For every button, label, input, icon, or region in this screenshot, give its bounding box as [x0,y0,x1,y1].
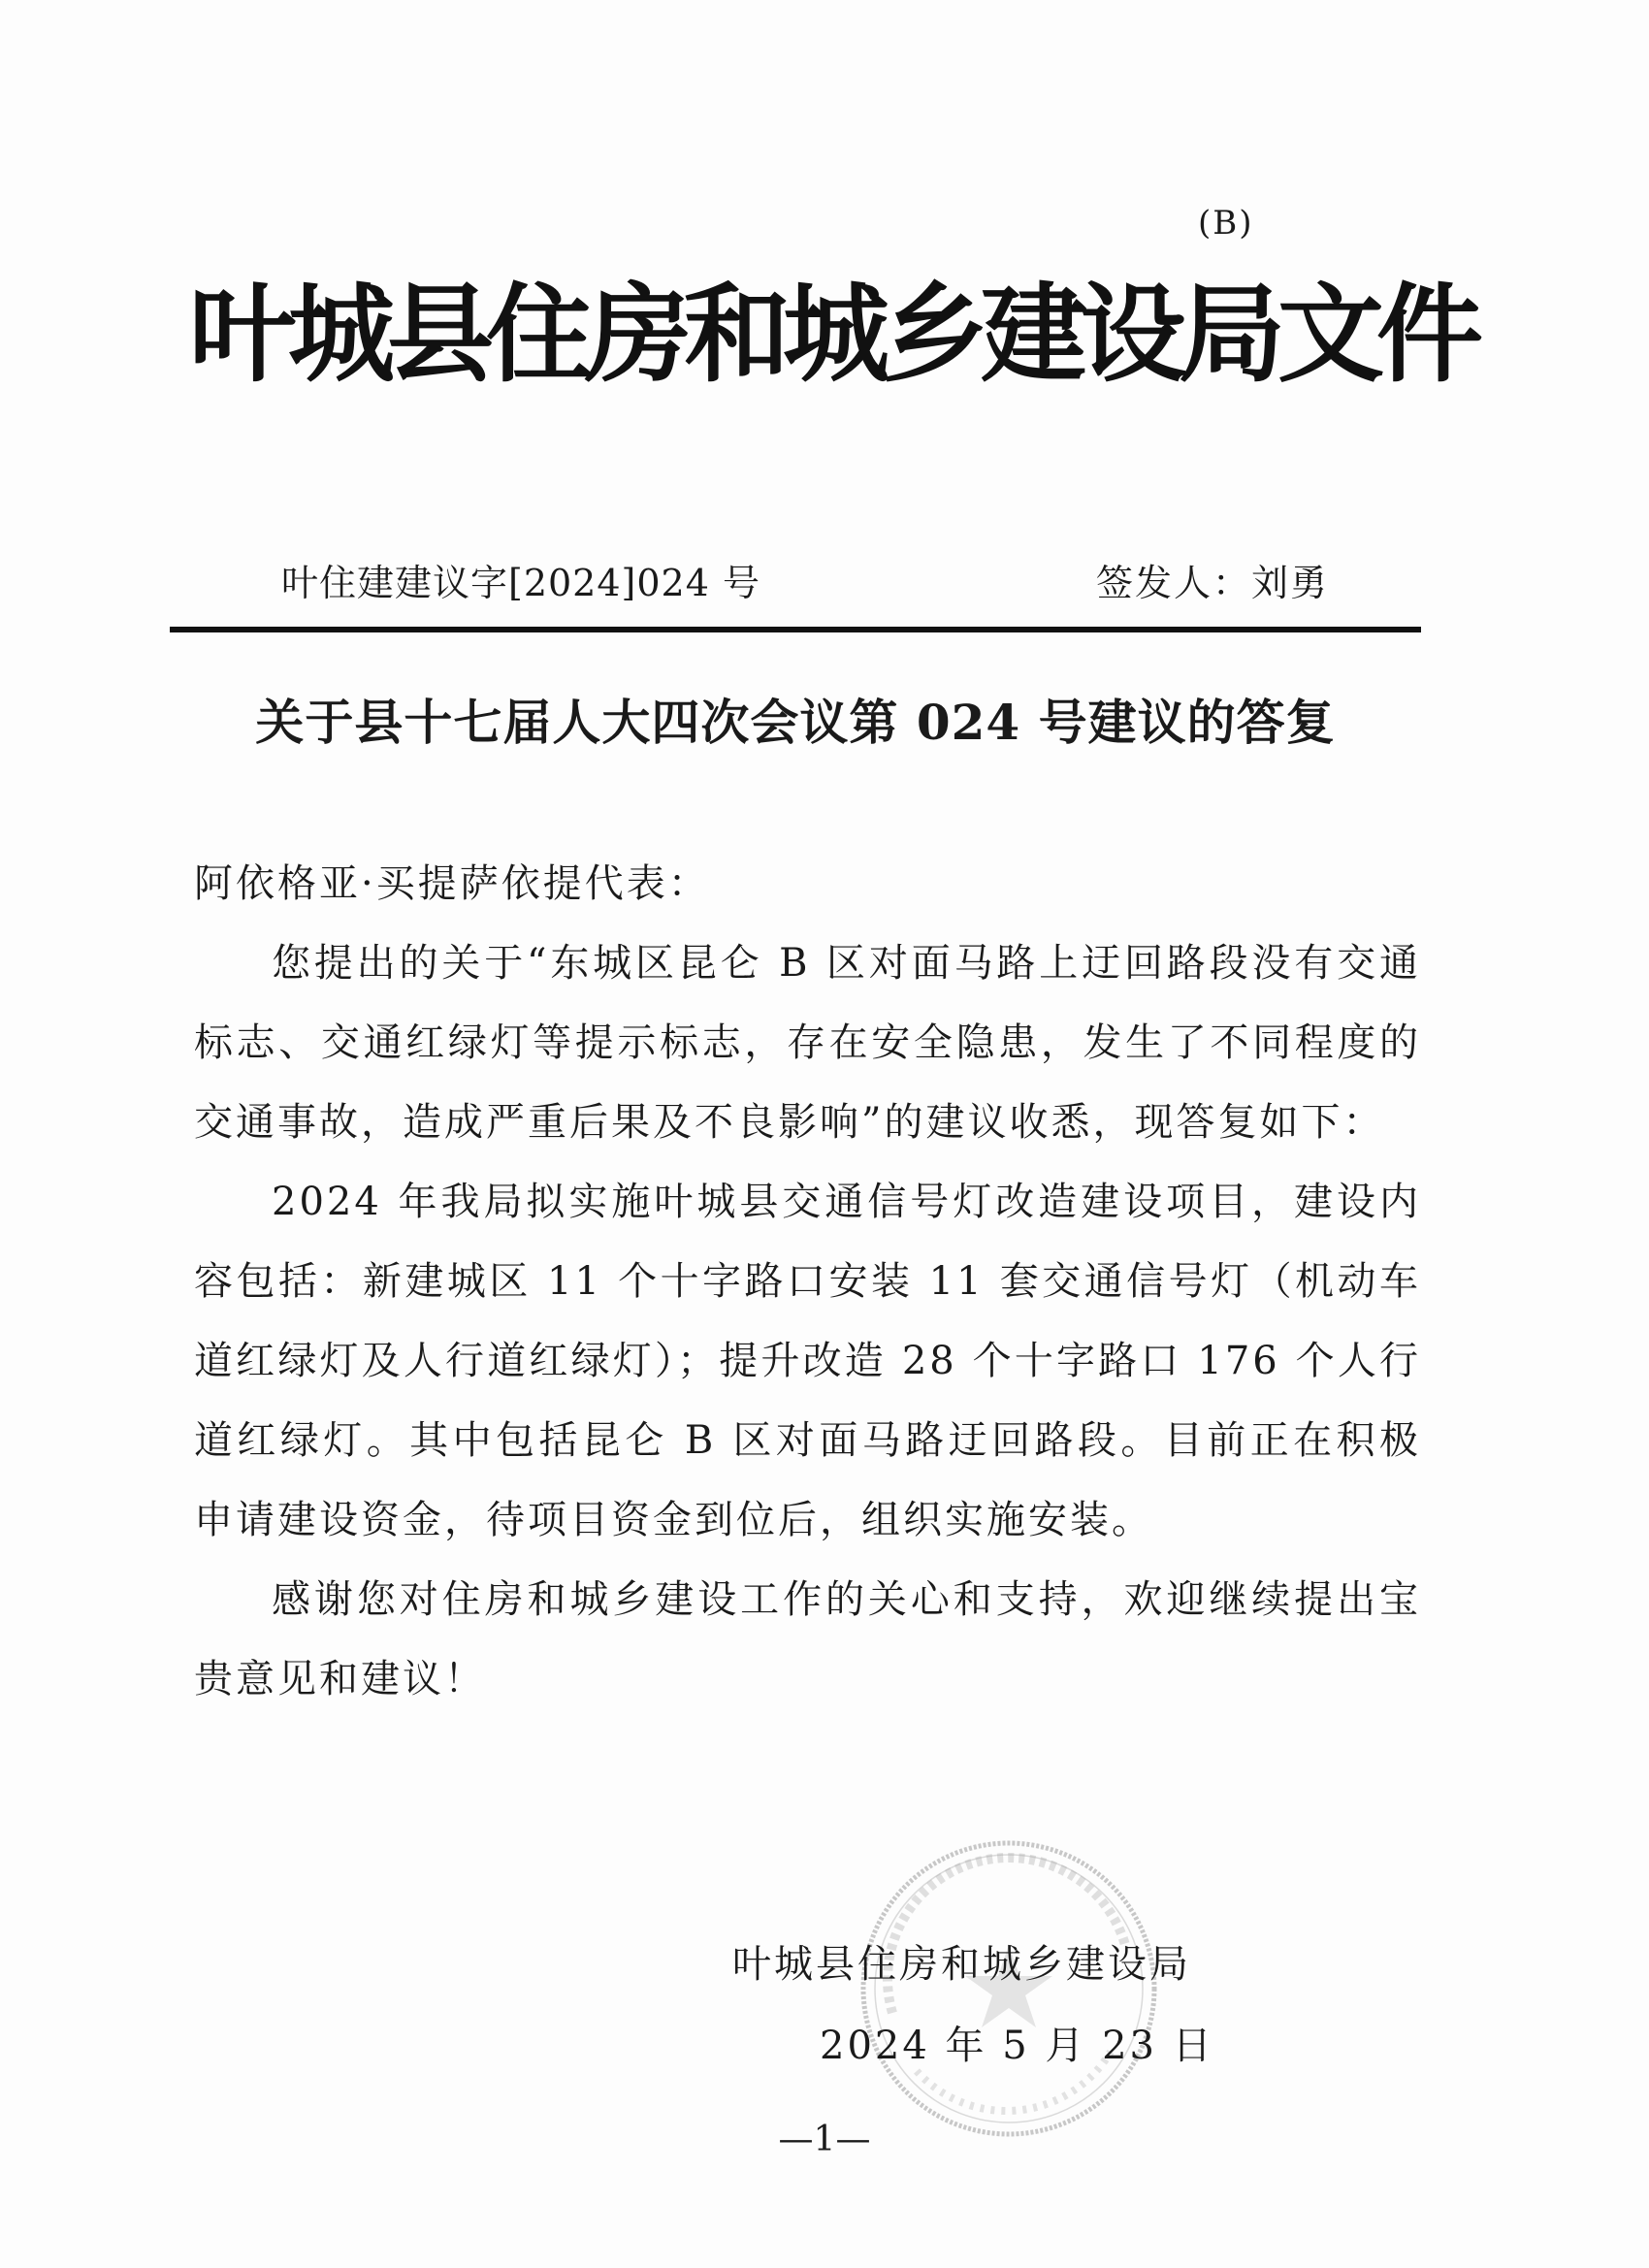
signing-organization: 叶城县住房和城乡建设局 [732,1942,1191,1987]
official-seal-stamp [849,1829,1169,2149]
document-number: 叶住建建议字[2024]024 号 [281,562,760,604]
salutation: 阿依格亚·买提萨依提代表： [194,861,710,906]
page-number: —1— [778,2120,871,2159]
body-paragraph: 您提出的关于“东城区昆仑 B 区对面马路上迂回路段没有交通标志、交通红绿灯等提示标志，存在安全隐患，发生了不同程度的交通事故，造成严重后果及不良影响”的建议收悉，现答复如下： [194,941,1421,1145]
signing-date: 2024 年 5 月 23 日 [820,2024,1214,2068]
issuing-org-title: 叶城县住房和城乡建设局文件 [189,273,1475,397]
document-title: 关于县十七届人大四次会议第 024 号建议的答复 [255,694,1336,751]
issuer: 签发人：刘勇 [1096,562,1330,604]
body-paragraph: 2024 年我局拟实施叶城县交通信号灯改造建设项目，建设内容包括：新建城区 11 个十字路口安装 11 套交通信号灯（机动车道红绿灯及人行道红绿灯）；提升改造 28 个十字路口 176 个人行道红绿灯。其中包括昆仑 B 区对面马路迂回路段。目前正在积极申请建设资金，待项目资金到位后，组织实施安装。 [194,1180,1421,1542]
document-body [194,844,1421,1719]
grade-mark: (B) [1198,204,1254,243]
body-paragraph: 感谢您对住房和城乡建设工作的关心和支持，欢迎继续提出宝贵意见和建议！ [194,1577,1421,1701]
header-divider [170,627,1421,632]
